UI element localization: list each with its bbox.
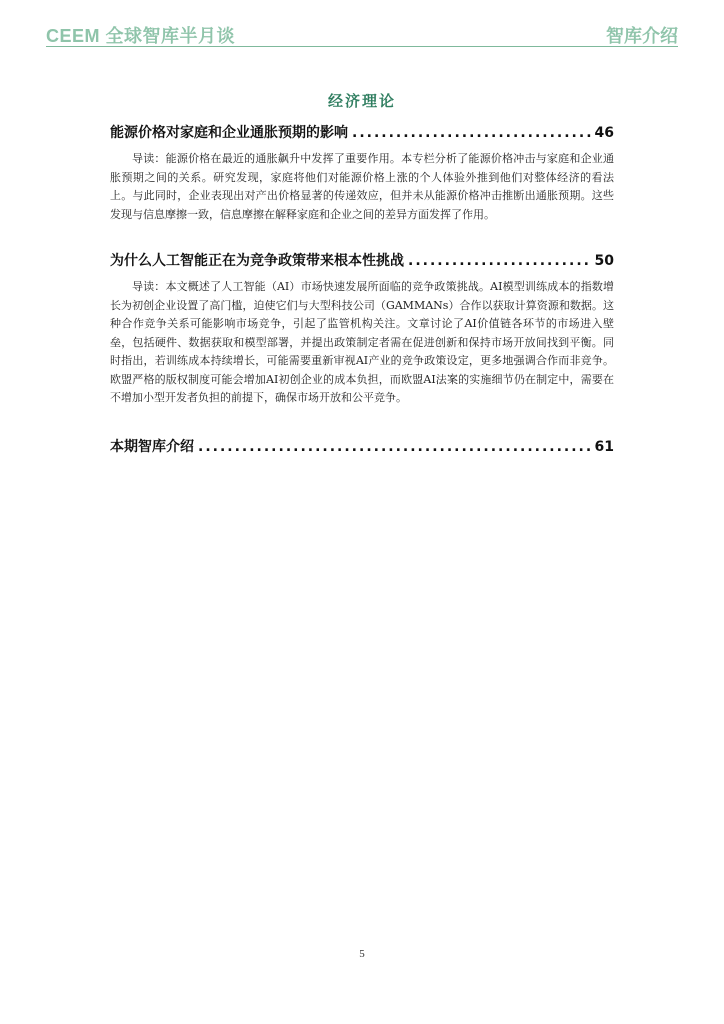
page-number: 5 xyxy=(359,948,365,960)
toc-entry-summary: 导读：本文概述了人工智能（AI）市场快速发展所面临的竞争政策挑战。AI模型训练成本的指数增长为初创企业设置了高门槛，迫使它们与大型科技公司（GAMMANs）合作以获取计算资源和数据。这种合作竞争关系可能影响市场竞争，引起了监管机构关注。文章讨论了AI价值链各环节的市场进入壁垒，包括硬件、数据获取和模型部署，并提出政策制定者需在促进创新和保持市场开放间找到平衡。同时指出，若训练成本持续增长，可能需要重新审视AI产业的竞争政策设定，更多地强调合作而非竞争。欧盟严格的版权制度可能会增加AI初创企业的成本负担，而欧盟AI法案的实施细节仍在制定中，需要在不增加小型开发者负担的前提下，确保市场开放和公平竞争。 xyxy=(110,280,614,404)
toc-entry-ai-competition[interactable] xyxy=(110,250,614,270)
header-divider xyxy=(46,46,678,47)
toc-page-number: 61 xyxy=(594,439,614,455)
publication-title: CEEM 全球智库半月谈 xyxy=(46,26,236,46)
toc-entry-title[interactable]: 能源价格对家庭和企业通胀预期的影响 xyxy=(110,125,348,141)
toc-leader-dots xyxy=(198,439,591,455)
page-header xyxy=(46,22,678,48)
toc-entry-title[interactable]: 本期智库介绍 xyxy=(110,439,194,455)
toc-entry-energy-prices[interactable] xyxy=(110,122,614,142)
toc-leader-dots xyxy=(352,125,591,141)
toc-page-number: 46 xyxy=(594,125,614,141)
toc-leader-dots xyxy=(408,253,591,269)
toc-entry-title[interactable]: 为什么人工智能正在为竞争政策带来根本性挑战 xyxy=(110,253,404,269)
section-header-title: 智库介绍 xyxy=(606,26,678,46)
toc-page-number: 50 xyxy=(594,253,614,269)
toc-entry-summary: 导读：能源价格在最近的通胀飙升中发挥了重要作用。本专栏分析了能源价格冲击与家庭和企业通胀预期之间的关系。研究发现，家庭将他们对能源价格上涨的个人体验外推到他们对整体经济的看法上。与此同时，企业表现出对产出价格显著的传递效应，但并未从能源价格冲击推断出通胀预期。这些发现与信息摩擦一致，信息摩擦在解释家庭和企业之间的差异方面发挥了作用。 xyxy=(110,152,614,221)
toc-entry-think-tank-intro[interactable] xyxy=(110,436,614,456)
section-title: 经济理论 xyxy=(327,92,396,110)
